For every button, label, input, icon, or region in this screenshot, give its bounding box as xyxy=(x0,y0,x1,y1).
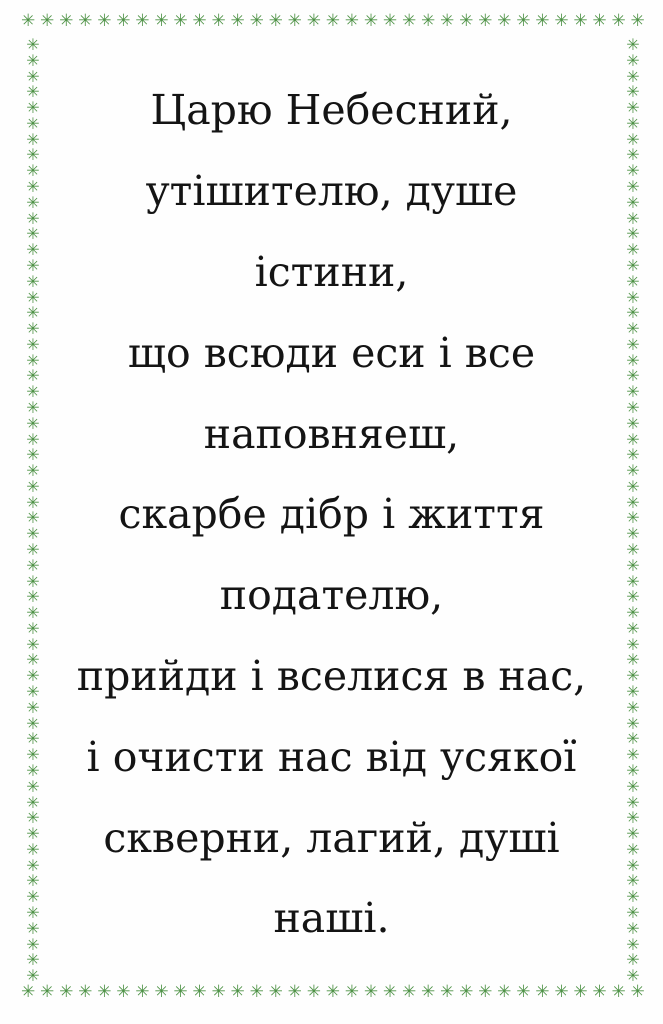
asterisk-flower-icon: ✳ xyxy=(630,982,645,1002)
prayer-line: утішителю, душе xyxy=(145,167,518,216)
asterisk-flower-icon: ✳ xyxy=(611,982,626,1002)
asterisk-flower-icon: ✳ xyxy=(154,982,169,1002)
asterisk-flower-icon: ✳ xyxy=(173,982,188,1002)
asterisk-flower-icon: ✳ xyxy=(26,319,40,339)
asterisk-flower-icon: ✳ xyxy=(626,697,640,717)
asterisk-flower-icon: ✳ xyxy=(26,540,40,559)
asterisk-flower-icon: ✳ xyxy=(478,11,493,31)
asterisk-flower-icon: ✳ xyxy=(459,982,474,1002)
asterisk-flower-icon: ✳ xyxy=(26,618,40,638)
asterisk-flower-icon: ✳ xyxy=(363,982,379,1002)
asterisk-flower-icon: ✳ xyxy=(26,666,40,686)
asterisk-flower-icon: ✳ xyxy=(626,508,640,528)
asterisk-flower-icon: ✳ xyxy=(626,445,640,465)
asterisk-flower-icon: ✳ xyxy=(626,887,640,907)
asterisk-flower-icon: ✳ xyxy=(249,982,264,1002)
asterisk-flower-icon: ✳ xyxy=(268,982,283,1002)
asterisk-flower-icon: ✳ xyxy=(516,982,531,1002)
asterisk-flower-icon: ✳ xyxy=(626,50,640,70)
asterisk-flower-icon: ✳ xyxy=(626,429,640,449)
prayer-line: прийди і вселися в нас, xyxy=(76,651,587,700)
asterisk-flower-icon: ✳ xyxy=(26,508,40,528)
asterisk-flower-icon: ✳ xyxy=(535,11,550,31)
asterisk-flower-icon: ✳ xyxy=(116,982,131,1002)
asterisk-flower-icon: ✳ xyxy=(626,334,640,354)
asterisk-flower-icon: ✳ xyxy=(97,11,112,31)
asterisk-flower-icon: ✳ xyxy=(626,35,640,54)
asterisk-flower-icon: ✳ xyxy=(626,745,640,765)
asterisk-flower-icon: ✳ xyxy=(382,982,398,1002)
decorative-asterisk-border-bottom xyxy=(21,984,645,1004)
asterisk-flower-icon: ✳ xyxy=(626,713,640,733)
asterisk-flower-icon: ✳ xyxy=(626,776,640,796)
asterisk-flower-icon: ✳ xyxy=(26,871,40,891)
asterisk-flower-icon: ✳ xyxy=(26,224,40,244)
asterisk-flower-icon: ✳ xyxy=(154,11,169,31)
asterisk-flower-icon: ✳ xyxy=(26,492,40,512)
asterisk-flower-icon: ✳ xyxy=(626,287,640,307)
asterisk-flower-icon: ✳ xyxy=(116,11,131,31)
asterisk-flower-icon: ✳ xyxy=(626,224,640,244)
asterisk-flower-icon: ✳ xyxy=(26,240,40,260)
asterisk-flower-icon: ✳ xyxy=(325,982,340,1002)
asterisk-flower-icon: ✳ xyxy=(554,982,569,1002)
asterisk-flower-icon: ✳ xyxy=(573,982,588,1002)
asterisk-flower-icon: ✳ xyxy=(420,982,436,1002)
asterisk-flower-icon: ✳ xyxy=(268,11,283,31)
asterisk-flower-icon: ✳ xyxy=(26,82,40,102)
asterisk-flower-icon: ✳ xyxy=(626,824,640,844)
asterisk-flower-icon: ✳ xyxy=(26,571,40,591)
asterisk-flower-icon: ✳ xyxy=(626,476,640,496)
asterisk-flower-icon: ✳ xyxy=(401,11,417,31)
asterisk-flower-icon: ✳ xyxy=(626,240,640,260)
asterisk-flower-icon: ✳ xyxy=(26,934,40,954)
asterisk-flower-icon: ✳ xyxy=(26,334,40,354)
asterisk-flower-icon: ✳ xyxy=(626,255,640,275)
asterisk-flower-icon: ✳ xyxy=(135,982,150,1002)
asterisk-flower-icon: ✳ xyxy=(626,902,640,922)
asterisk-flower-icon: ✳ xyxy=(26,950,40,970)
asterisk-flower-icon: ✳ xyxy=(497,11,512,31)
asterisk-flower-icon: ✳ xyxy=(26,445,40,465)
asterisk-flower-icon: ✳ xyxy=(573,11,588,31)
asterisk-flower-icon: ✳ xyxy=(97,982,112,1002)
asterisk-flower-icon: ✳ xyxy=(26,887,40,907)
asterisk-flower-icon: ✳ xyxy=(497,982,512,1002)
prayer-line: наші. xyxy=(273,894,390,943)
asterisk-flower-icon: ✳ xyxy=(626,682,640,702)
asterisk-flower-icon: ✳ xyxy=(26,682,40,702)
asterisk-flower-icon: ✳ xyxy=(192,982,207,1002)
asterisk-flower-icon: ✳ xyxy=(626,934,640,954)
asterisk-flower-icon: ✳ xyxy=(26,524,40,544)
asterisk-flower-icon: ✳ xyxy=(478,982,493,1002)
asterisk-flower-icon: ✳ xyxy=(26,413,40,433)
asterisk-flower-icon: ✳ xyxy=(626,145,640,165)
asterisk-flower-icon: ✳ xyxy=(626,113,640,133)
asterisk-flower-icon: ✳ xyxy=(420,11,436,31)
asterisk-flower-icon: ✳ xyxy=(26,255,40,275)
asterisk-flower-icon: ✳ xyxy=(626,319,640,339)
asterisk-flower-icon: ✳ xyxy=(626,634,640,654)
asterisk-flower-icon: ✳ xyxy=(554,11,569,31)
asterisk-flower-icon: ✳ xyxy=(626,540,640,559)
asterisk-flower-icon: ✳ xyxy=(626,303,640,323)
asterisk-flower-icon: ✳ xyxy=(401,982,417,1002)
asterisk-flower-icon: ✳ xyxy=(26,745,40,765)
asterisk-flower-icon: ✳ xyxy=(287,11,302,31)
asterisk-flower-icon: ✳ xyxy=(626,350,640,370)
asterisk-flower-icon: ✳ xyxy=(626,161,640,181)
asterisk-flower-icon: ✳ xyxy=(626,413,640,433)
asterisk-flower-icon: ✳ xyxy=(26,587,40,607)
asterisk-flower-icon: ✳ xyxy=(626,792,640,812)
asterisk-flower-icon: ✳ xyxy=(626,82,640,102)
asterisk-flower-icon: ✳ xyxy=(26,98,40,118)
asterisk-flower-icon: ✳ xyxy=(26,555,40,575)
asterisk-flower-icon: ✳ xyxy=(626,129,640,149)
asterisk-flower-icon: ✳ xyxy=(26,429,40,449)
asterisk-flower-icon: ✳ xyxy=(26,776,40,796)
asterisk-flower-icon: ✳ xyxy=(516,11,531,31)
prayer-line: скверни, лагий, душі xyxy=(103,813,560,862)
asterisk-flower-icon: ✳ xyxy=(59,982,74,1002)
asterisk-flower-icon: ✳ xyxy=(26,713,40,733)
asterisk-flower-icon: ✳ xyxy=(306,11,321,31)
asterisk-flower-icon: ✳ xyxy=(26,50,40,70)
asterisk-flower-icon: ✳ xyxy=(230,982,245,1002)
asterisk-flower-icon: ✳ xyxy=(592,982,607,1002)
asterisk-flower-icon: ✳ xyxy=(459,11,474,31)
asterisk-flower-icon: ✳ xyxy=(26,476,40,496)
asterisk-flower-icon: ✳ xyxy=(626,208,640,228)
asterisk-flower-icon: ✳ xyxy=(626,571,640,591)
asterisk-flower-icon: ✳ xyxy=(626,618,640,638)
asterisk-flower-icon: ✳ xyxy=(26,350,40,370)
asterisk-flower-icon: ✳ xyxy=(306,982,321,1002)
asterisk-flower-icon: ✳ xyxy=(59,11,74,31)
asterisk-flower-icon: ✳ xyxy=(26,824,40,844)
prayer-line: що всюди еси і все xyxy=(127,328,536,377)
asterisk-flower-icon: ✳ xyxy=(26,208,40,228)
asterisk-flower-icon: ✳ xyxy=(26,161,40,181)
asterisk-flower-icon: ✳ xyxy=(211,11,226,31)
asterisk-flower-icon: ✳ xyxy=(626,966,640,986)
asterisk-flower-icon: ✳ xyxy=(626,397,640,417)
asterisk-flower-icon: ✳ xyxy=(626,492,640,512)
asterisk-flower-icon: ✳ xyxy=(26,839,40,859)
asterisk-flower-icon: ✳ xyxy=(26,760,40,780)
asterisk-flower-icon: ✳ xyxy=(26,35,40,54)
asterisk-flower-icon: ✳ xyxy=(26,66,40,86)
asterisk-flower-icon: ✳ xyxy=(440,982,455,1002)
asterisk-flower-icon: ✳ xyxy=(626,760,640,780)
asterisk-flower-icon: ✳ xyxy=(249,11,264,31)
asterisk-flower-icon: ✳ xyxy=(626,271,640,291)
asterisk-flower-icon: ✳ xyxy=(287,982,302,1002)
decorative-asterisk-border-top xyxy=(21,13,645,33)
asterisk-flower-icon: ✳ xyxy=(535,982,550,1002)
asterisk-flower-icon: ✳ xyxy=(26,697,40,717)
prayer-text-block xyxy=(42,70,621,959)
asterisk-flower-icon: ✳ xyxy=(26,634,40,654)
asterisk-flower-icon: ✳ xyxy=(626,555,640,575)
asterisk-flower-icon: ✳ xyxy=(135,11,150,31)
asterisk-flower-icon: ✳ xyxy=(626,650,640,670)
asterisk-flower-icon: ✳ xyxy=(440,11,455,31)
asterisk-flower-icon: ✳ xyxy=(626,950,640,970)
asterisk-flower-icon: ✳ xyxy=(626,177,640,197)
asterisk-flower-icon: ✳ xyxy=(211,982,226,1002)
asterisk-flower-icon: ✳ xyxy=(78,11,93,31)
asterisk-flower-icon: ✳ xyxy=(626,66,640,86)
asterisk-flower-icon: ✳ xyxy=(26,129,40,149)
asterisk-flower-icon: ✳ xyxy=(26,145,40,165)
asterisk-flower-icon: ✳ xyxy=(626,729,640,749)
prayer-line: і очисти нас від усякої xyxy=(86,732,577,781)
asterisk-flower-icon: ✳ xyxy=(26,650,40,670)
asterisk-flower-icon: ✳ xyxy=(626,918,640,938)
asterisk-flower-icon: ✳ xyxy=(26,287,40,307)
asterisk-flower-icon: ✳ xyxy=(363,11,379,31)
asterisk-flower-icon: ✳ xyxy=(626,366,640,386)
asterisk-flower-icon: ✳ xyxy=(21,982,36,1002)
asterisk-flower-icon: ✳ xyxy=(26,366,40,386)
asterisk-flower-icon: ✳ xyxy=(611,11,626,31)
asterisk-flower-icon: ✳ xyxy=(592,11,607,31)
asterisk-flower-icon: ✳ xyxy=(626,98,640,118)
asterisk-flower-icon: ✳ xyxy=(626,871,640,891)
asterisk-flower-icon: ✳ xyxy=(26,271,40,291)
asterisk-flower-icon: ✳ xyxy=(325,11,340,31)
asterisk-flower-icon: ✳ xyxy=(626,808,640,828)
prayer-line: Царю Небесний, xyxy=(150,86,513,135)
asterisk-flower-icon: ✳ xyxy=(626,839,640,859)
asterisk-flower-icon: ✳ xyxy=(40,11,55,31)
asterisk-flower-icon: ✳ xyxy=(26,855,40,875)
asterisk-flower-icon: ✳ xyxy=(173,11,188,31)
asterisk-flower-icon: ✳ xyxy=(26,729,40,749)
prayer-line: подателю, xyxy=(219,571,444,620)
asterisk-flower-icon: ✳ xyxy=(26,113,40,133)
asterisk-flower-icon: ✳ xyxy=(26,397,40,417)
asterisk-flower-icon: ✳ xyxy=(626,855,640,875)
asterisk-flower-icon: ✳ xyxy=(344,982,360,1002)
asterisk-flower-icon: ✳ xyxy=(78,982,93,1002)
decorative-asterisk-border-left xyxy=(24,35,42,986)
asterisk-flower-icon: ✳ xyxy=(230,11,245,31)
asterisk-flower-icon: ✳ xyxy=(26,461,40,481)
asterisk-flower-icon: ✳ xyxy=(626,603,640,623)
asterisk-flower-icon: ✳ xyxy=(26,966,40,986)
asterisk-flower-icon: ✳ xyxy=(626,461,640,481)
asterisk-flower-icon: ✳ xyxy=(626,524,640,544)
asterisk-flower-icon: ✳ xyxy=(26,382,40,402)
asterisk-flower-icon: ✳ xyxy=(26,192,40,212)
asterisk-flower-icon: ✳ xyxy=(26,177,40,197)
asterisk-flower-icon: ✳ xyxy=(26,918,40,938)
asterisk-flower-icon: ✳ xyxy=(382,11,398,31)
asterisk-flower-icon: ✳ xyxy=(26,603,40,623)
prayer-line: наповняеш, xyxy=(203,409,460,458)
asterisk-flower-icon: ✳ xyxy=(26,792,40,812)
asterisk-flower-icon: ✳ xyxy=(26,808,40,828)
asterisk-flower-icon: ✳ xyxy=(626,666,640,686)
asterisk-flower-icon: ✳ xyxy=(630,11,645,31)
asterisk-flower-icon: ✳ xyxy=(626,587,640,607)
asterisk-flower-icon: ✳ xyxy=(192,11,207,31)
asterisk-flower-icon: ✳ xyxy=(26,902,40,922)
asterisk-flower-icon: ✳ xyxy=(344,11,360,31)
asterisk-flower-icon: ✳ xyxy=(21,11,36,31)
decorative-asterisk-border-right xyxy=(624,35,642,986)
prayer-line: скарбе дібр і життя xyxy=(118,490,545,539)
asterisk-flower-icon: ✳ xyxy=(626,382,640,402)
prayer-line: істини, xyxy=(254,247,409,296)
asterisk-flower-icon: ✳ xyxy=(26,303,40,323)
asterisk-flower-icon: ✳ xyxy=(626,192,640,212)
asterisk-flower-icon: ✳ xyxy=(40,982,55,1002)
